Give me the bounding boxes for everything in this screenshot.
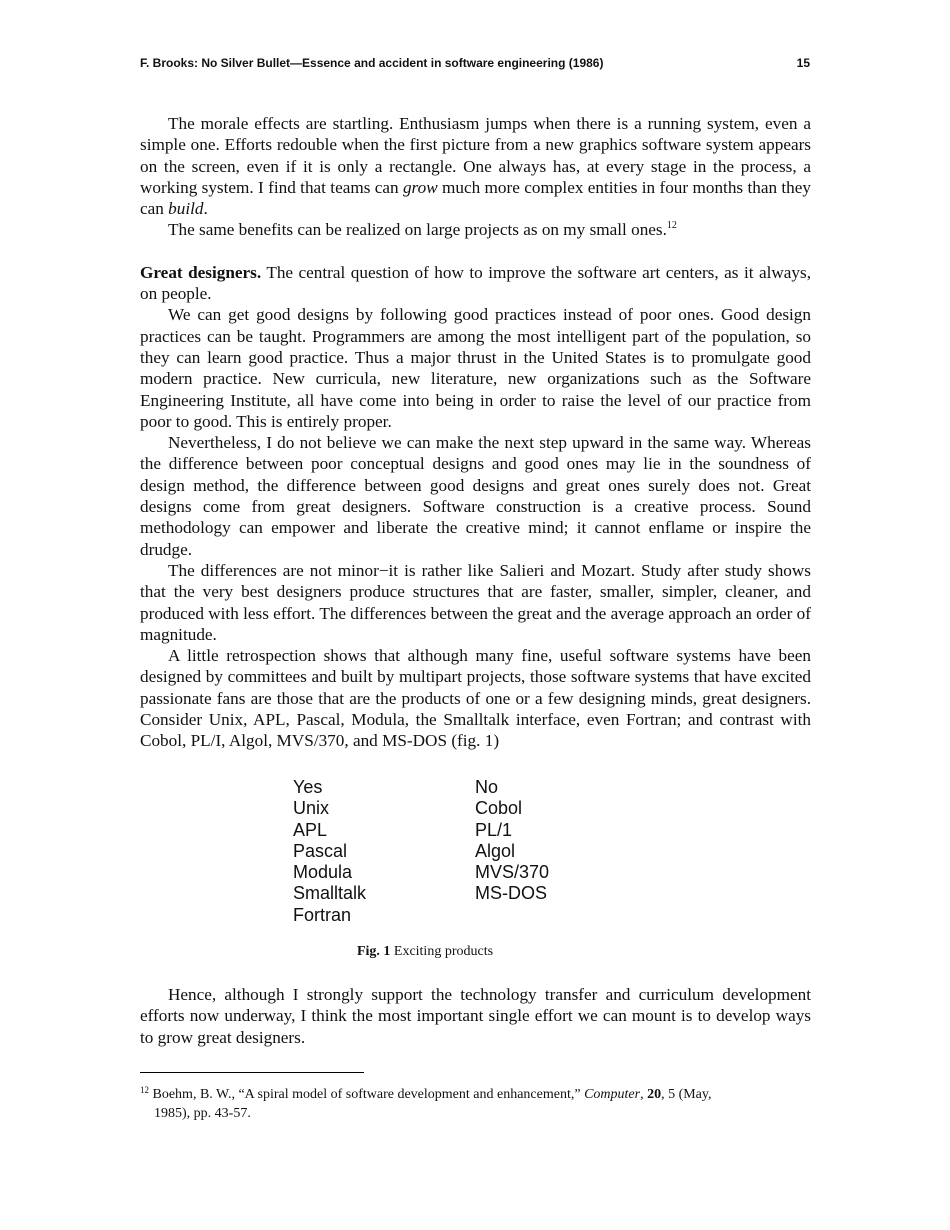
caption-text: Exciting products (390, 944, 494, 959)
figure-caption (0, 944, 850, 960)
section-heading: Great designers. (140, 262, 262, 282)
yes-item: Modula (293, 862, 353, 883)
section-conclusion (140, 984, 811, 1048)
footnote-divider (140, 1072, 364, 1073)
no-item: MVS/370 (475, 862, 550, 883)
yes-item: Unix (293, 798, 330, 819)
yes-item: Pascal (293, 840, 348, 861)
yes-item: Fortran (293, 904, 352, 925)
paragraph-benefits: The same benefits can be realized on large projects as on my small ones.$^{12}$ (168, 220, 677, 240)
no-item: Algol (475, 840, 516, 861)
footnote-12: $^{12}$ Boehm, B. W., “A spiral model of software development and enhancement,” Computer, 20, 5 (May, 1985), pp. 43-57. (140, 1081, 800, 1123)
yes-item: APL (293, 819, 328, 840)
emphasis-build: build (168, 199, 204, 219)
paragraph-great-designers: Great designers. The central question of how to improve the software art centers, as it always, on people. (140, 262, 811, 304)
yes-item: Smalltalk (293, 883, 367, 904)
section-morale (140, 113, 811, 752)
no-item: MS-DOS (475, 883, 547, 904)
paragraph-differences: The differences are not minor−it is rather like Salieri and Mozart. Study after study shows that the very best designers produce structures that are faster, smaller, simpler, cleaner, and produced with less effort. The differences between the great and the average approach an order of magnitude. (140, 560, 811, 644)
no-header: No (475, 777, 499, 797)
footnote-continuation: 1985), pp. 43-57. (154, 1106, 251, 1121)
figure-1-table (293, 777, 657, 926)
emphasis-grow: grow (402, 177, 438, 197)
yes-column (293, 777, 475, 926)
page-number: 15 (796, 56, 810, 70)
paragraph-nevertheless: Nevertheless, I do not believe we can make the next step upward in the same way. Whereas the difference between poor conceptual designs and good ones may lie in the soundness of design method, the difference between good designs and great ones surely does not. Great designs come from great designers. Software construction is a creative process. Sound methodology can empower and liberate the creative mind; it cannot enflame or inspire the drudge. (140, 433, 811, 559)
no-item: PL/1 (475, 819, 513, 840)
running-title: F. Brooks: No Silver Bullet—Essence and accident in software engineering (1986) (140, 56, 604, 70)
footnote-journal: Computer (584, 1087, 641, 1102)
no-item: Cobol (475, 798, 523, 819)
running-header (140, 56, 810, 70)
paragraph-hence: Hence, although I strongly support the technology transfer and curriculum development efforts now underway, I think the most important single effort we can mount is to develop ways to grow great designers. (140, 985, 811, 1047)
footnote-ref-12: 12 (666, 220, 677, 232)
footnote-number: 12 (140, 1085, 149, 1095)
paragraph-good-designs: We can get good designs by following good practices instead of poor ones. Good design practices can be taught. Programmers are among the most intelligent part of the population, so they can learn good practice. Thus a major thrust in the United States is to promulgate good modern practice. New curricula, new literature, new organizations such as the Software Engineering Institute, all have come into being in order to raise the level of our practice from poor to good. This is entirely proper. (140, 305, 811, 431)
paragraph-retrospection: A little retrospection shows that although many fine, useful software systems have been designed by committees and built by multipart projects, those software systems that have excited passionate fans are those that are the products of one or a few designing minds, great designers. Consider Unix, APL, Pascal, Modula, the Smalltalk interface, even Fortran; and contrast with Cobol, PL/I, Algol, MVS/370, and MS-DOS (fig. 1) (140, 646, 811, 751)
yes-header: Yes (293, 777, 323, 797)
footnote-volume: 20 (647, 1087, 662, 1102)
caption-label: Fig. 1 (356, 944, 391, 959)
paragraph-morale: The morale effects are startling. Enthusiasm jumps when there is a running system, even a simple one. Efforts redouble when the first picture from a new graphics software system appears on the screen, even if it is only a rectangle. One always has, at every stage in the process, a working system. I find that teams can grow much more complex entities in four months than they can build. (140, 114, 811, 219)
no-column (475, 777, 657, 926)
